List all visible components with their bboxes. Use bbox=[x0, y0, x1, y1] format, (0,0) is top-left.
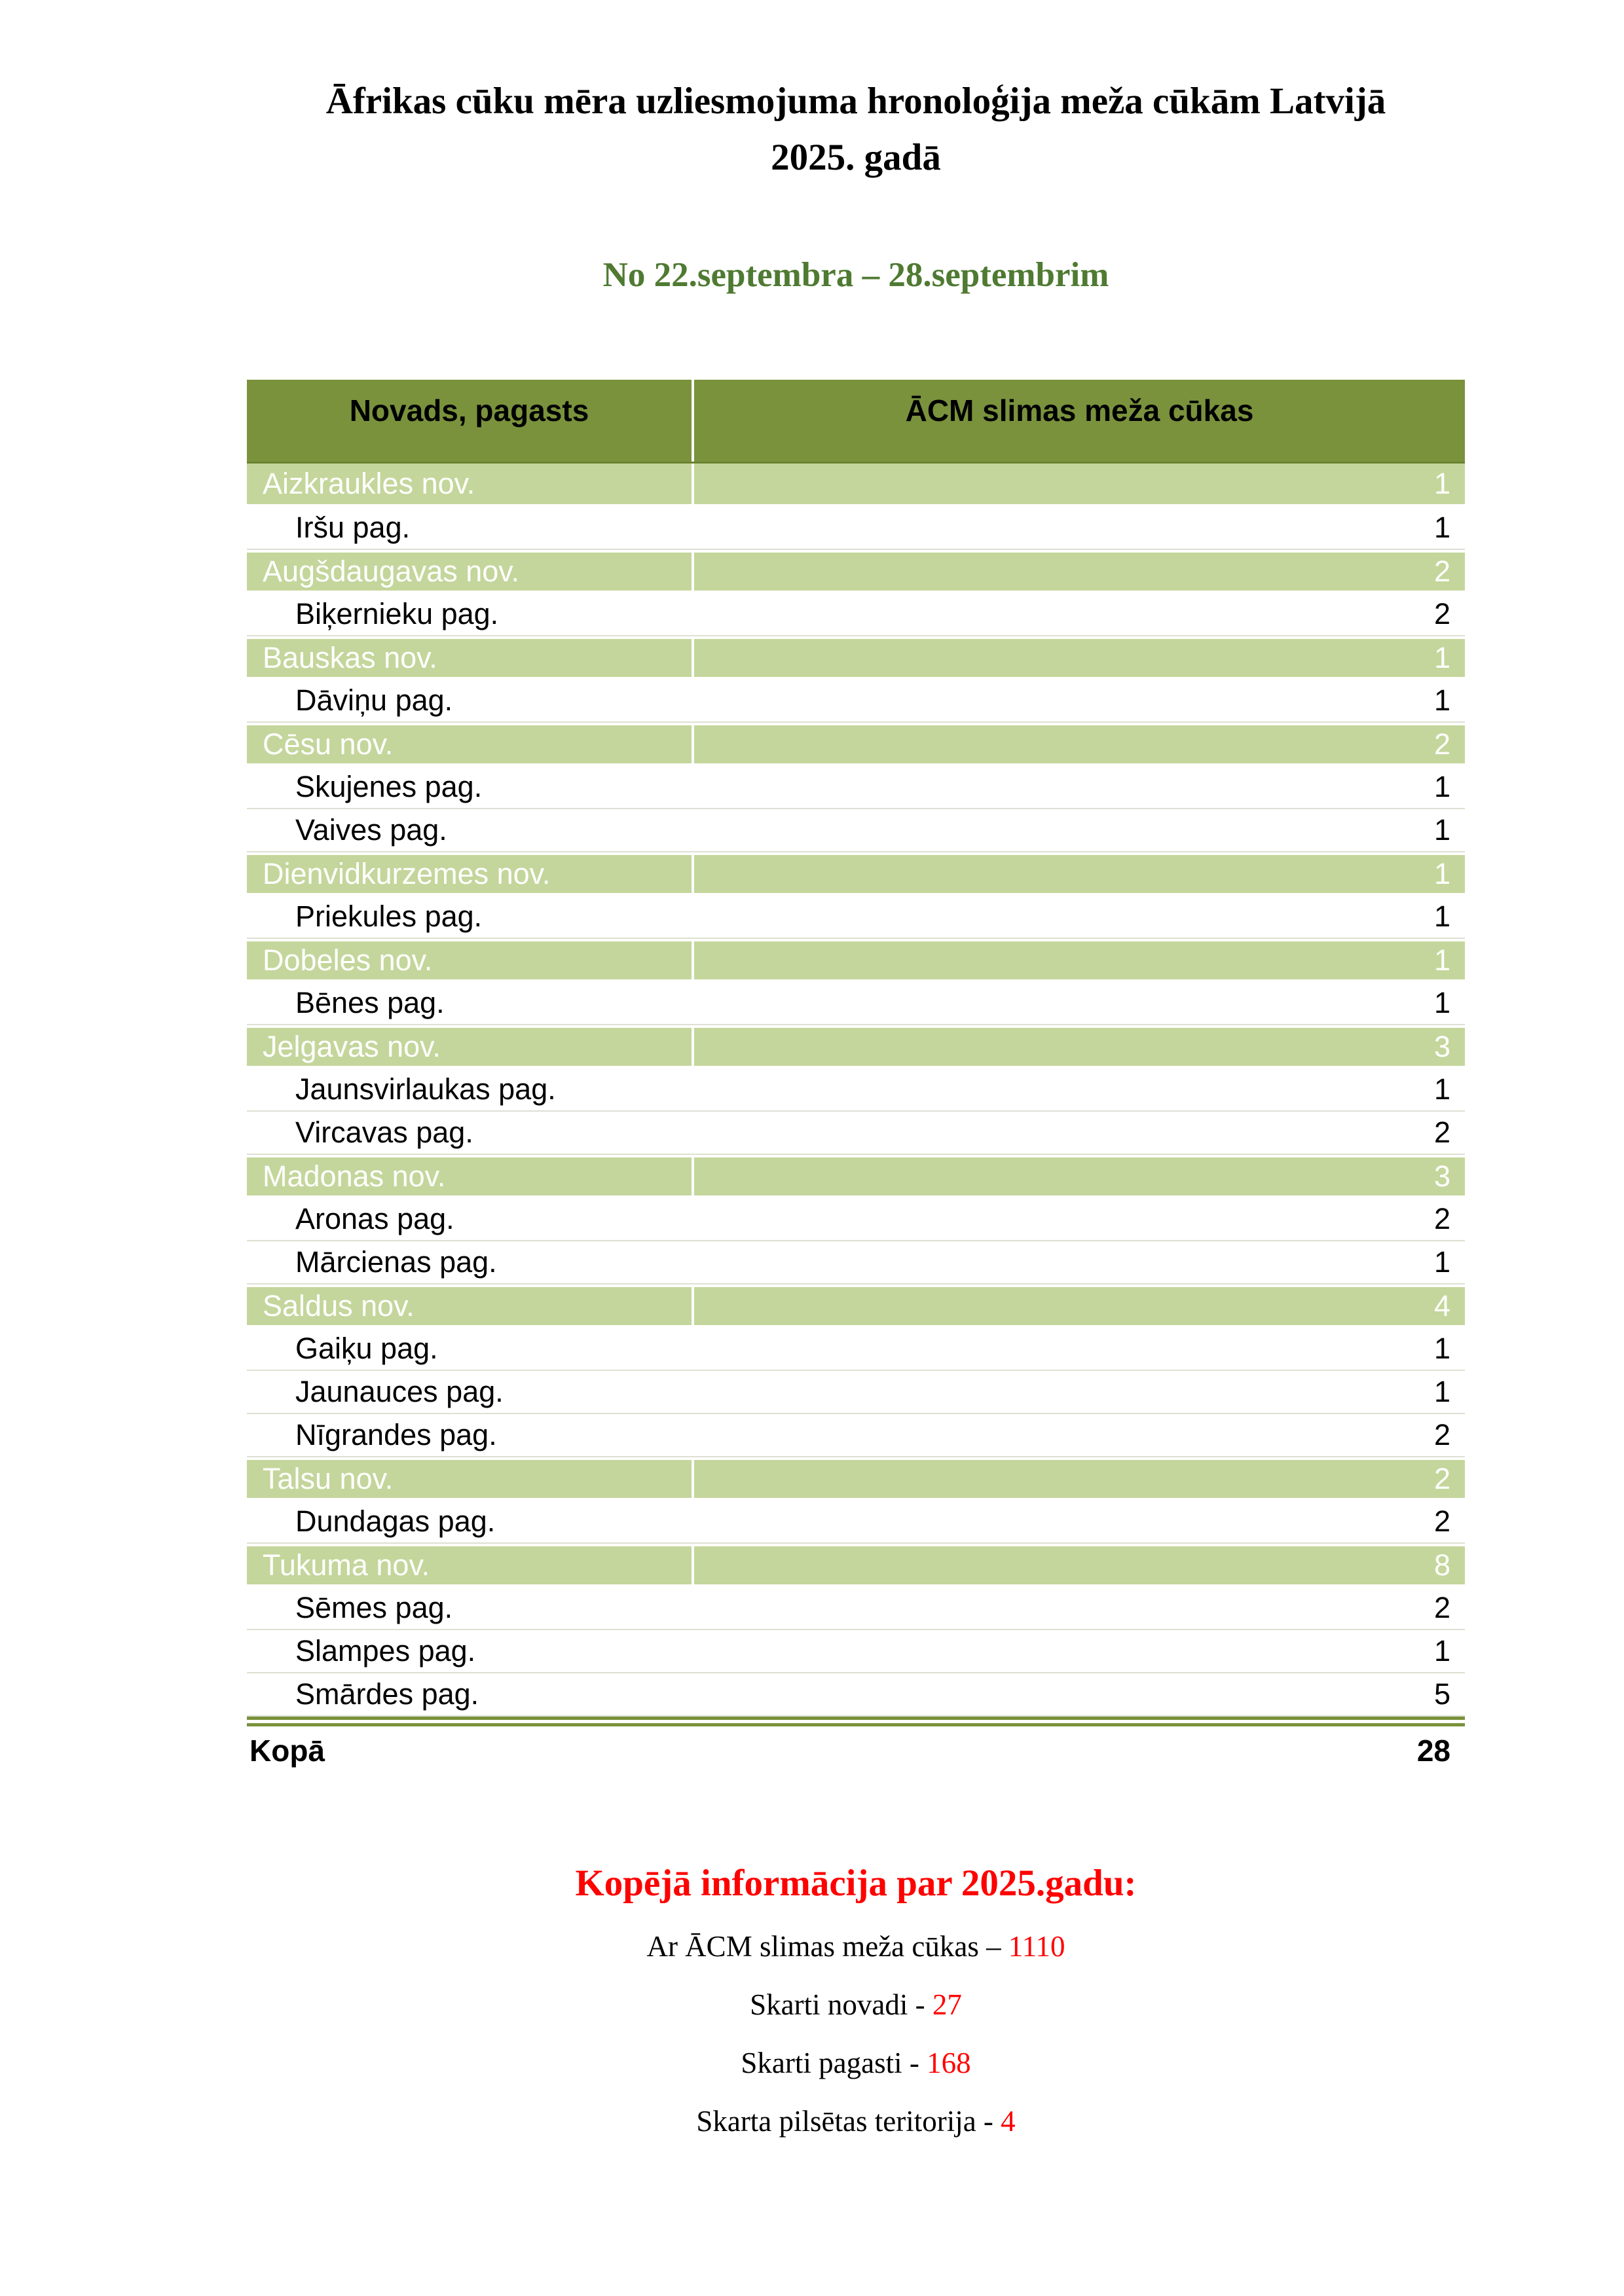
row-value: 2 bbox=[1433, 1462, 1450, 1495]
row-value: 2 bbox=[1433, 597, 1450, 630]
table-row bbox=[247, 680, 1465, 723]
row-label: Augšdaugavas nov. bbox=[247, 553, 694, 591]
row-label: Slampes pag. bbox=[295, 1634, 476, 1667]
row-value: 2 bbox=[1433, 1202, 1450, 1235]
summary-value: 1110 bbox=[1001, 1930, 1065, 1963]
row-label: Vaives pag. bbox=[295, 813, 447, 847]
row-label: Dobeles nov. bbox=[247, 941, 694, 979]
table-row bbox=[247, 1328, 1465, 1371]
row-value: 1 bbox=[1433, 683, 1450, 717]
row-value: 8 bbox=[1433, 1548, 1450, 1582]
table-row bbox=[247, 809, 1465, 852]
total-label: Kopā bbox=[249, 1734, 325, 1768]
row-label: Aizkraukles nov. bbox=[247, 464, 694, 504]
summary-value: 27 bbox=[925, 1988, 962, 2021]
row-label: Priekules pag. bbox=[295, 900, 483, 933]
summary-label: Ar ĀCM slimas meža cūkas – bbox=[646, 1930, 1001, 1963]
row-value: 2 bbox=[1433, 555, 1450, 588]
summary-item bbox=[247, 2045, 1465, 2081]
row-value: 3 bbox=[1433, 1030, 1450, 1063]
row-value: 1 bbox=[1433, 1245, 1450, 1279]
table-row bbox=[247, 1673, 1465, 1717]
table-row bbox=[247, 1241, 1465, 1285]
row-value: 2 bbox=[1433, 1591, 1450, 1624]
table-row bbox=[247, 896, 1465, 939]
page-subtitle: No 22.septembra – 28.septembrim bbox=[602, 256, 1109, 294]
summary-label: Skarti pagasti - bbox=[741, 2047, 919, 2079]
acm-cases-table bbox=[247, 380, 1465, 1775]
row-value: 1 bbox=[1433, 857, 1450, 890]
row-label: Smārdes pag. bbox=[295, 1677, 479, 1711]
table-row bbox=[247, 1371, 1465, 1414]
row-value: 1 bbox=[1433, 1634, 1450, 1667]
row-label: Bēnes pag. bbox=[295, 986, 445, 1019]
row-value: 3 bbox=[1433, 1159, 1450, 1193]
table-row bbox=[247, 636, 1465, 680]
row-label: Jelgavas nov. bbox=[247, 1028, 694, 1066]
row-label: Dienvidkurzemes nov. bbox=[247, 855, 694, 893]
row-label: Talsu nov. bbox=[247, 1460, 694, 1498]
summary-label: Skarta pilsētas teritorija - bbox=[696, 2105, 993, 2138]
row-value: 2 bbox=[1433, 1116, 1450, 1149]
page-title bbox=[247, 73, 1465, 186]
page-title-line1: Āfrikas cūku mēra uzliesmojuma hronoloģija meža cūkām Latvijā bbox=[325, 81, 1386, 122]
row-value: 1 bbox=[1433, 900, 1450, 933]
table-row bbox=[247, 1544, 1465, 1587]
table-row bbox=[247, 1155, 1465, 1198]
summary-section bbox=[247, 1861, 1465, 2140]
table-row bbox=[247, 766, 1465, 809]
row-label: Aronas pag. bbox=[295, 1202, 454, 1235]
table-row bbox=[247, 1112, 1465, 1155]
row-label: Nīgrandes pag. bbox=[295, 1418, 497, 1451]
table-row bbox=[247, 723, 1465, 766]
row-label: Iršu pag. bbox=[295, 511, 411, 544]
row-label: Vircavas pag. bbox=[295, 1116, 473, 1149]
row-value: 1 bbox=[1433, 1375, 1450, 1408]
table-row bbox=[247, 1198, 1465, 1241]
row-label: Jaunauces pag. bbox=[295, 1375, 504, 1408]
summary-item bbox=[247, 1986, 1465, 2023]
summary-value: 4 bbox=[993, 2105, 1016, 2138]
table-row bbox=[247, 593, 1465, 636]
row-value: 1 bbox=[1433, 813, 1450, 847]
row-label: Dundagas pag. bbox=[295, 1504, 496, 1538]
row-label: Sēmes pag. bbox=[295, 1591, 453, 1624]
row-value: 1 bbox=[1433, 641, 1450, 674]
summary-heading: Kopējā informācija par 2025.gadu: bbox=[575, 1863, 1137, 1904]
summary-items bbox=[247, 1928, 1465, 2140]
row-value: 1 bbox=[1433, 943, 1450, 977]
table-row bbox=[247, 507, 1465, 550]
row-label: Mārcienas pag. bbox=[295, 1245, 497, 1279]
table-row bbox=[247, 1285, 1465, 1328]
table-row bbox=[247, 1025, 1465, 1068]
row-label: Skujenes pag. bbox=[295, 770, 483, 803]
header-cell-novads: Novads, pagasts bbox=[247, 380, 694, 462]
row-label: Bauskas nov. bbox=[247, 639, 694, 677]
table-row bbox=[247, 1501, 1465, 1544]
table-row bbox=[247, 1068, 1465, 1112]
row-value: 2 bbox=[1433, 1418, 1450, 1451]
summary-item bbox=[247, 2103, 1465, 2140]
row-value: 1 bbox=[1433, 986, 1450, 1019]
row-label: Jaunsvirlaukas pag. bbox=[295, 1072, 556, 1106]
page-content bbox=[247, 0, 1465, 2296]
row-label: Dāviņu pag. bbox=[295, 683, 453, 717]
row-value: 1 bbox=[1433, 1072, 1450, 1106]
row-value: 1 bbox=[1433, 467, 1450, 500]
row-label: Biķernieku pag. bbox=[295, 597, 499, 630]
row-value: 1 bbox=[1433, 511, 1450, 544]
page-title-line2: 2025. gadā bbox=[771, 137, 941, 178]
table-row bbox=[247, 939, 1465, 982]
row-label: Madonas nov. bbox=[247, 1157, 694, 1195]
row-value: 1 bbox=[1433, 1332, 1450, 1365]
total-divider bbox=[247, 1717, 1465, 1726]
row-label: Saldus nov. bbox=[247, 1287, 694, 1325]
table-row bbox=[247, 1414, 1465, 1457]
table-row bbox=[247, 1630, 1465, 1673]
table-row bbox=[247, 852, 1465, 896]
row-label: Cēsu nov. bbox=[247, 725, 694, 763]
table-row bbox=[247, 1457, 1465, 1501]
table-header bbox=[247, 380, 1465, 464]
row-value: 1 bbox=[1433, 770, 1450, 803]
row-label: Gaiķu pag. bbox=[295, 1332, 438, 1365]
row-value: 2 bbox=[1433, 727, 1450, 761]
row-value: 2 bbox=[1433, 1504, 1450, 1538]
summary-label: Skarti novadi - bbox=[750, 1988, 925, 2021]
table-row bbox=[247, 550, 1465, 593]
row-value: 4 bbox=[1433, 1289, 1450, 1322]
table-row bbox=[247, 1587, 1465, 1630]
total-value: 28 bbox=[1416, 1734, 1450, 1768]
row-value: 5 bbox=[1433, 1677, 1450, 1711]
row-label: Tukuma nov. bbox=[247, 1546, 694, 1584]
table-row bbox=[247, 464, 1465, 507]
table-row bbox=[247, 982, 1465, 1025]
total-row bbox=[247, 1726, 1465, 1775]
summary-item bbox=[247, 1928, 1465, 1965]
header-cell-acm: ĀCM slimas meža cūkas bbox=[905, 393, 1254, 428]
summary-value: 168 bbox=[919, 2047, 971, 2079]
table-body bbox=[247, 464, 1465, 1717]
